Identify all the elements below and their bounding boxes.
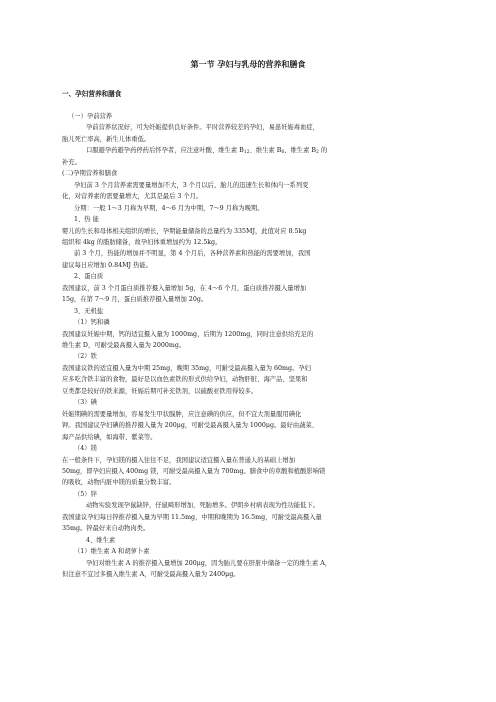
text-line: 婴儿的生长和母体相关组织的增长，孕期能量储备的总量约为 335MJ，此值对应 8.5kg (62, 227, 307, 235)
text-line: 组织和 4kg 的脂肪储备，故孕妇体重增加约为 12.5kg。 (62, 238, 222, 246)
text-line: 化，对营养素的需要量增大，尤其是最后 3 个月。 (62, 193, 203, 201)
text-line: （1）钙和磷 (74, 319, 110, 327)
text-line: 孕前营养状况好，可为妊娠提供良好条件。平时营养较差的孕妇，易患妊娠毒血症， (86, 124, 319, 132)
text-line: 豆类都是较好的铁来源，妊娠后期可补充铁剂，以硫酸亚铁用得较多。 (62, 387, 258, 395)
text-line: 我国建议妊娠中期，钙的适宜摄入量为 1000mg，后期为 1200mg，同时注意供给充足的 (62, 330, 314, 338)
text-line: 1、热 能 (74, 216, 99, 224)
text-line: 我国建议，前 3 个月蛋白质推荐摄入量增加 5g，在 4～6 个月，蛋白质推荐摄入量增加 (62, 284, 307, 292)
text-line: （2）铁 (74, 353, 97, 361)
text-line: 海产品供给碘，如海带、紫菜等。 (62, 433, 157, 441)
text-line: （5）锌 (74, 490, 97, 498)
text-line: （一）孕前营养 (68, 113, 113, 120)
text-line: 动物实验发现孕鼠缺锌，仔鼠畸形增加，死胎增多。伊朗乡村病表现为性功能低下。 (86, 502, 319, 510)
text-line: 钾。我国建议孕妇碘的推荐摄入量为 200μg，可耐受最高摄入量为 1000μg。最好由蔬菜、 (62, 422, 319, 430)
text-line: 我国建议孕妇每日锌推荐摄入量为早期 11.5mg，中期和晚期为 16.5mg，可耐受最高摄入量 (62, 513, 322, 521)
text-line: 3、无机盐 (74, 307, 104, 315)
text-line: 维生素 D，可耐受最高摄入量为 2000mg。 (62, 342, 186, 349)
text-line: (二)孕期营养和膳食 (62, 170, 118, 178)
text-line: 妊娠期碘的需要量增加，容易发生甲状腺肿，应注意碘的供应，但不宜大剂量服用碘化 (62, 410, 302, 418)
text-line: 我国建议铁的适宜摄入量为中期 25mg，晚期 35mg，可耐受最高摄入量为 60mg。孕妇 (62, 364, 311, 372)
text-line: 2、蛋白质 (74, 273, 104, 281)
text-line: 在一般条件下，孕妇镁的摄入往往不足，我国建议适宜摄入量在普通人的基础上增加 (62, 456, 295, 464)
text-line: 分期：一般 1～3 月称为早期，4～6 月为中期，7～9 月称为晚期。 (74, 204, 264, 212)
text-line: 口服避孕药避孕药停药后怀孕者，应注意叶酸、维生素 $B_{12}$、维生素 $B_6$、维生素 $B_2$ 的 (86, 147, 328, 156)
text-line: 胎儿死亡率高，新生儿体重低。 (62, 135, 151, 143)
text-line: 前 3 个月，热能的增加并不明显，第 4 个月后，各种营养素和热能的需要增加，我国 (74, 250, 311, 258)
text-line: （4）镁 (74, 445, 97, 453)
page-title: 第一节 孕妇与乳母的营养和膳食 (190, 60, 306, 69)
text-line: 补充。 (62, 158, 81, 166)
text-line: 50mg，即孕妇应摄入 400mg 镁，可耐受最高摄入量为 700mg。膳食中的草酸和植酸影响镁 (62, 467, 326, 475)
text-line: 建议每日应增加 0.84MJ 热能。 (62, 261, 152, 269)
text-line: （3）碘 (74, 399, 97, 407)
text-line: 的吸收，动物内脏中镁的质量分数丰富。 (62, 479, 176, 487)
text-line: 35mg。锌最好来自动物肉类。 (62, 525, 150, 533)
section-heading: 一、孕妇营养和膳食 (62, 90, 122, 98)
text-line: 但注意不宜过多摄入维生素 A，可耐受最高摄入量为 2400μg。 (62, 571, 240, 578)
text-line: 孕妇前 3 个月营养素需要量增加不大，3 个月以后，胎儿的迅速生长和体内一系列变 (74, 181, 309, 189)
text-line: 孕妇对维生素 A 的推荐摄入量增加 200μg，因为胎儿要在肝脏中储备一定的维生素 A， (86, 559, 332, 567)
text-line: （1）维生素 A 和胡萝卜素 (74, 548, 150, 556)
text-line: 4、维生素 (86, 536, 116, 544)
text-line: 应多吃含铁丰富的食物，最好是以血色素铁的形式供给孕妇，动物肝脏、海产品、坚果和 (62, 376, 308, 384)
text-line: 15g，在第 7～9 月，蛋白质推荐摄入量增加 20g。 (62, 296, 208, 304)
